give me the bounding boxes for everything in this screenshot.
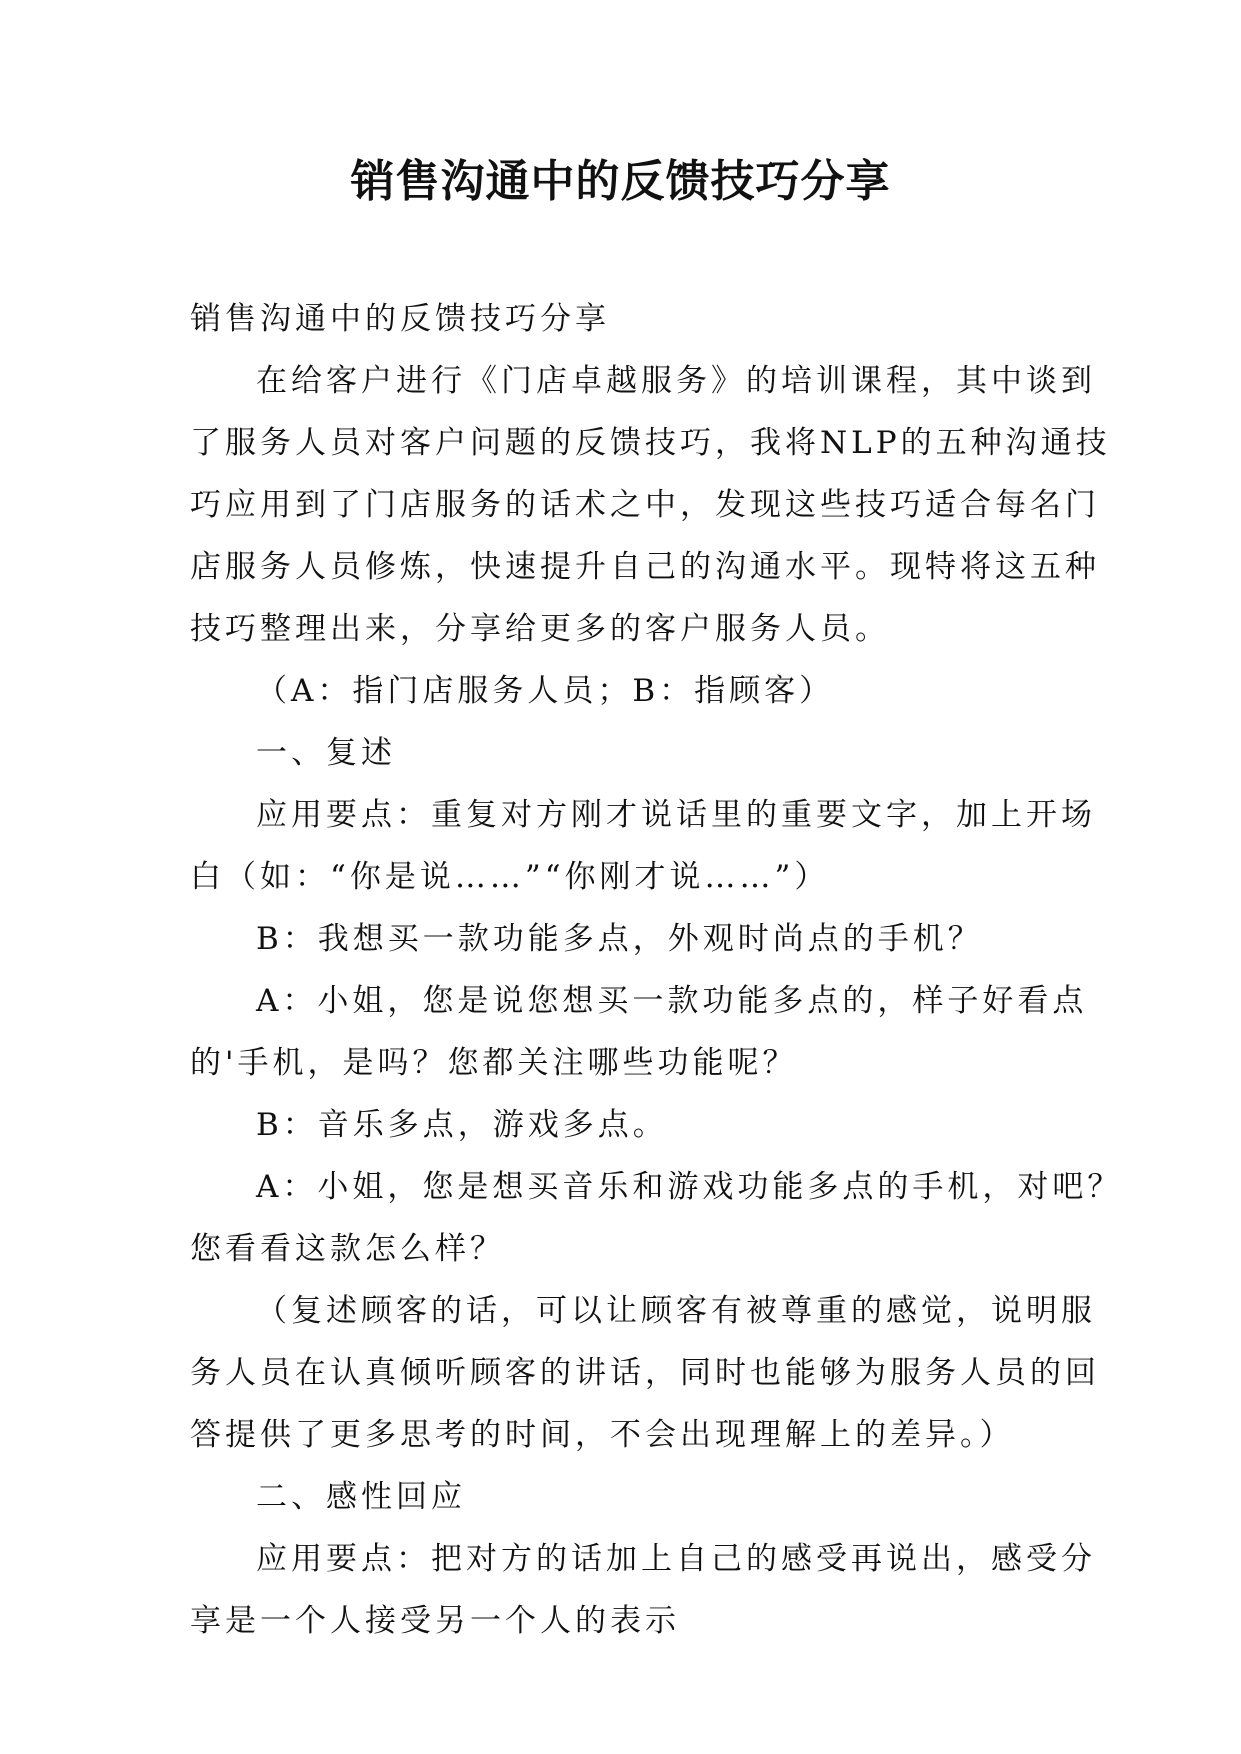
dialogue-line: 您看看这款怎么样？ <box>190 1231 505 1267</box>
dialogue-line: 的'手机，是吗？您都关注哪些功能呢？ <box>190 1045 798 1081</box>
body-line: 在给客户进行《门店卓越服务》的培训课程，其中谈到 <box>256 363 1096 399</box>
dialogue-line: A：小姐，您是想买音乐和游戏功能多点的手机，对吧？ <box>256 1169 1123 1205</box>
body-line: 应用要点：重复对方刚才说话里的重要文字，加上开场 <box>256 797 1096 833</box>
body-line: 应用要点：把对方的话加上自己的感受再说出，感受分 <box>256 1541 1096 1577</box>
body-line: （复述顾客的话，可以让顾客有被尊重的感觉，说明服 <box>256 1293 1096 1329</box>
body-line: 销售沟通中的反馈技巧分享 <box>190 301 610 337</box>
body-line: 务人员在认真倾听顾客的讲话，同时也能够为服务人员的回 <box>190 1355 1100 1391</box>
dialogue-line: B：我想买一款功能多点，外观时尚点的手机？ <box>256 921 983 957</box>
section-heading: 二、感性回应 <box>256 1479 466 1515</box>
body-line: 白（如：“你是说……”“你刚才说……”） <box>190 859 830 895</box>
dialogue-line: B：音乐多点，游戏多点。 <box>256 1107 668 1143</box>
document-body <box>190 288 1123 1652</box>
body-line: 了服务人员对客户问题的反馈技巧，我将NLP的五种沟通技 <box>190 425 1111 461</box>
dialogue-line: A：小姐，您是说您想买一款功能多点的，样子好看点 <box>256 983 1088 1019</box>
body-line: （A：指门店服务人员；B：指顾客） <box>256 673 835 709</box>
body-line: 享是一个人接受另一个人的表示 <box>190 1603 680 1639</box>
body-line: 巧应用到了门店服务的话术之中，发现这些技巧适合每名门 <box>190 487 1100 523</box>
body-line: 店服务人员修炼，快速提升自己的沟通水平。现特将这五种 <box>190 549 1100 585</box>
section-heading: 一、复述 <box>256 735 396 771</box>
body-line: 答提供了更多思考的时间，不会出现理解上的差异。） <box>190 1417 1015 1453</box>
body-line: 技巧整理出来，分享给更多的客户服务人员。 <box>190 611 890 647</box>
document-title: 销售沟通中的反馈技巧分享 <box>350 156 891 207</box>
